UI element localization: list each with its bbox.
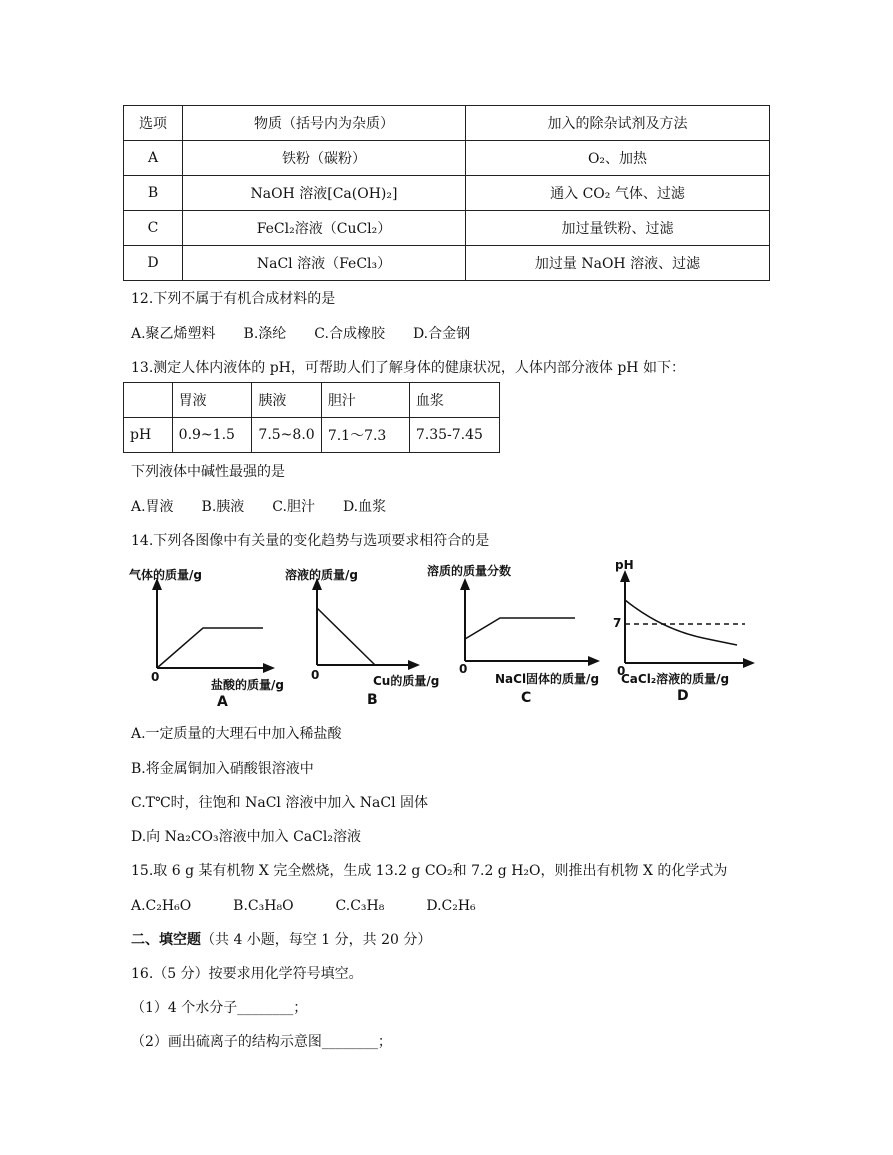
question-13-question: 下列液体中碱性最强的是 [131, 464, 285, 480]
graph-b-xlabel: Cu的质量/g [373, 674, 440, 688]
question-13-stem: 13.测定人体内液体的 pH，可帮助人们了解身体的健康状况，人体内部分液体 pH 如下： [131, 360, 685, 376]
table-cell: 铁粉（碳粉） [183, 141, 466, 176]
question-12-stem: 12.下列不属于有机合成材料的是 [131, 291, 336, 307]
graph-d-plot [605, 558, 765, 688]
table-cell: 0.9~1.5 [172, 418, 252, 453]
question-15-options: A.C₂H₆O B.C₃H₈O C.C₃H₈ D.C₂H₆ [131, 898, 476, 914]
graph-d-tick-7: 7 [613, 616, 622, 630]
question-14-stem: 14.下列各图像中有关量的变化趋势与选项要求相符合的是 [131, 533, 490, 549]
table-cell: D [124, 246, 183, 281]
question-14-option-d: D.向 Na₂CO₃溶液中加入 CaCl₂溶液 [131, 829, 361, 845]
q14-graphs [125, 558, 765, 713]
graph-c-letter: C [521, 690, 532, 706]
graph-c [425, 558, 605, 713]
table-cell: FeCl₂溶液（CuCl₂） [183, 211, 466, 246]
graph-a-origin: 0 [151, 670, 160, 684]
table-header-cell: 胃液 [172, 383, 252, 418]
table-cell: 7.35-7.45 [409, 418, 499, 453]
table-header-row [124, 383, 500, 418]
graph-b [285, 558, 440, 713]
graph-a-ylabel: 气体的质量/g [129, 568, 202, 582]
question-14-option-b: B.将金属铜加入硝酸银溶液中 [131, 761, 314, 777]
table-row [124, 176, 770, 211]
table-header-cell: 血浆 [409, 383, 499, 418]
table-cell: 通入 CO₂ 气体、过滤 [466, 176, 770, 211]
question-16-stem: 16.（5 分）按要求用化学符号填空。 [131, 966, 363, 982]
impurity-removal-table [123, 105, 770, 281]
graph-d-xlabel: CaCl₂溶液的质量/g [621, 672, 730, 686]
table-cell: 7.1～7.3 [321, 418, 409, 453]
table-row [124, 211, 770, 246]
table-row [124, 246, 770, 281]
question-16-sub-2: （2）画出硫离子的结构示意图________； [131, 1034, 392, 1050]
table-header-row [124, 106, 770, 141]
ph-table [123, 382, 500, 453]
graph-b-ylabel: 溶液的质量/g [285, 568, 358, 582]
graph-c-xlabel: NaCl固体的质量/g [495, 672, 600, 686]
table-cell: O₂、加热 [466, 141, 770, 176]
table-header-cell: 胆汁 [321, 383, 409, 418]
graph-a-xlabel: 盐酸的质量/g [211, 678, 284, 692]
table-row [124, 141, 770, 176]
question-14-option-c: C.T℃时，往饱和 NaCl 溶液中加入 NaCl 固体 [131, 795, 429, 811]
graph-d-ylabel: pH [615, 558, 634, 572]
table-header-cell: 物质（括号内为杂质） [183, 106, 466, 141]
graph-d-letter: D [677, 688, 689, 704]
table-cell: B [124, 176, 183, 211]
table-header-cell [124, 383, 173, 418]
table-cell: 加过量铁粉、过滤 [466, 211, 770, 246]
graph-c-origin: 0 [459, 662, 468, 676]
table-cell: 7.5~8.0 [252, 418, 321, 453]
table-cell: 加过量 NaOH 溶液、过滤 [466, 246, 770, 281]
section-2-title: 二、填空题 [131, 932, 201, 948]
table-header-cell: 选项 [124, 106, 183, 141]
table-header-cell: 胰液 [252, 383, 321, 418]
table-cell: NaOH 溶液[Ca(OH)₂] [183, 176, 466, 211]
section-2-heading [131, 929, 431, 949]
graph-a [125, 558, 284, 713]
table-cell: pH [124, 418, 173, 453]
graph-d-origin: 0 [617, 664, 626, 678]
table-cell: A [124, 141, 183, 176]
graph-a-letter: A [217, 694, 228, 710]
graph-b-letter: B [367, 692, 378, 708]
question-13-options: A.胃液 B.胰液 C.胆汁 D.血浆 [131, 499, 387, 515]
graph-d [605, 558, 765, 713]
table-cell: C [124, 211, 183, 246]
section-2-note: （共 4 小题，每空 1 分，共 20 分） [201, 932, 432, 948]
graph-c-ylabel: 溶质的质量分数 [427, 564, 512, 578]
table-header-cell: 加入的除杂试剂及方法 [466, 106, 770, 141]
graph-b-origin: 0 [311, 668, 320, 682]
table-row [124, 418, 500, 453]
question-16-sub-1: （1）4 个水分子________； [131, 1000, 308, 1016]
question-12-options: A.聚乙烯塑料 B.涤纶 C.合成橡胶 D.合金钢 [131, 326, 471, 342]
table-cell: NaCl 溶液（FeCl₃） [183, 246, 466, 281]
question-14-option-a: A.一定质量的大理石中加入稀盐酸 [131, 726, 342, 742]
question-15-stem: 15.取 6 g 某有机物 X 完全燃烧，生成 13.2 g CO₂和 7.2 g H₂O，则推出有机物 X 的化学式为 [131, 863, 728, 879]
